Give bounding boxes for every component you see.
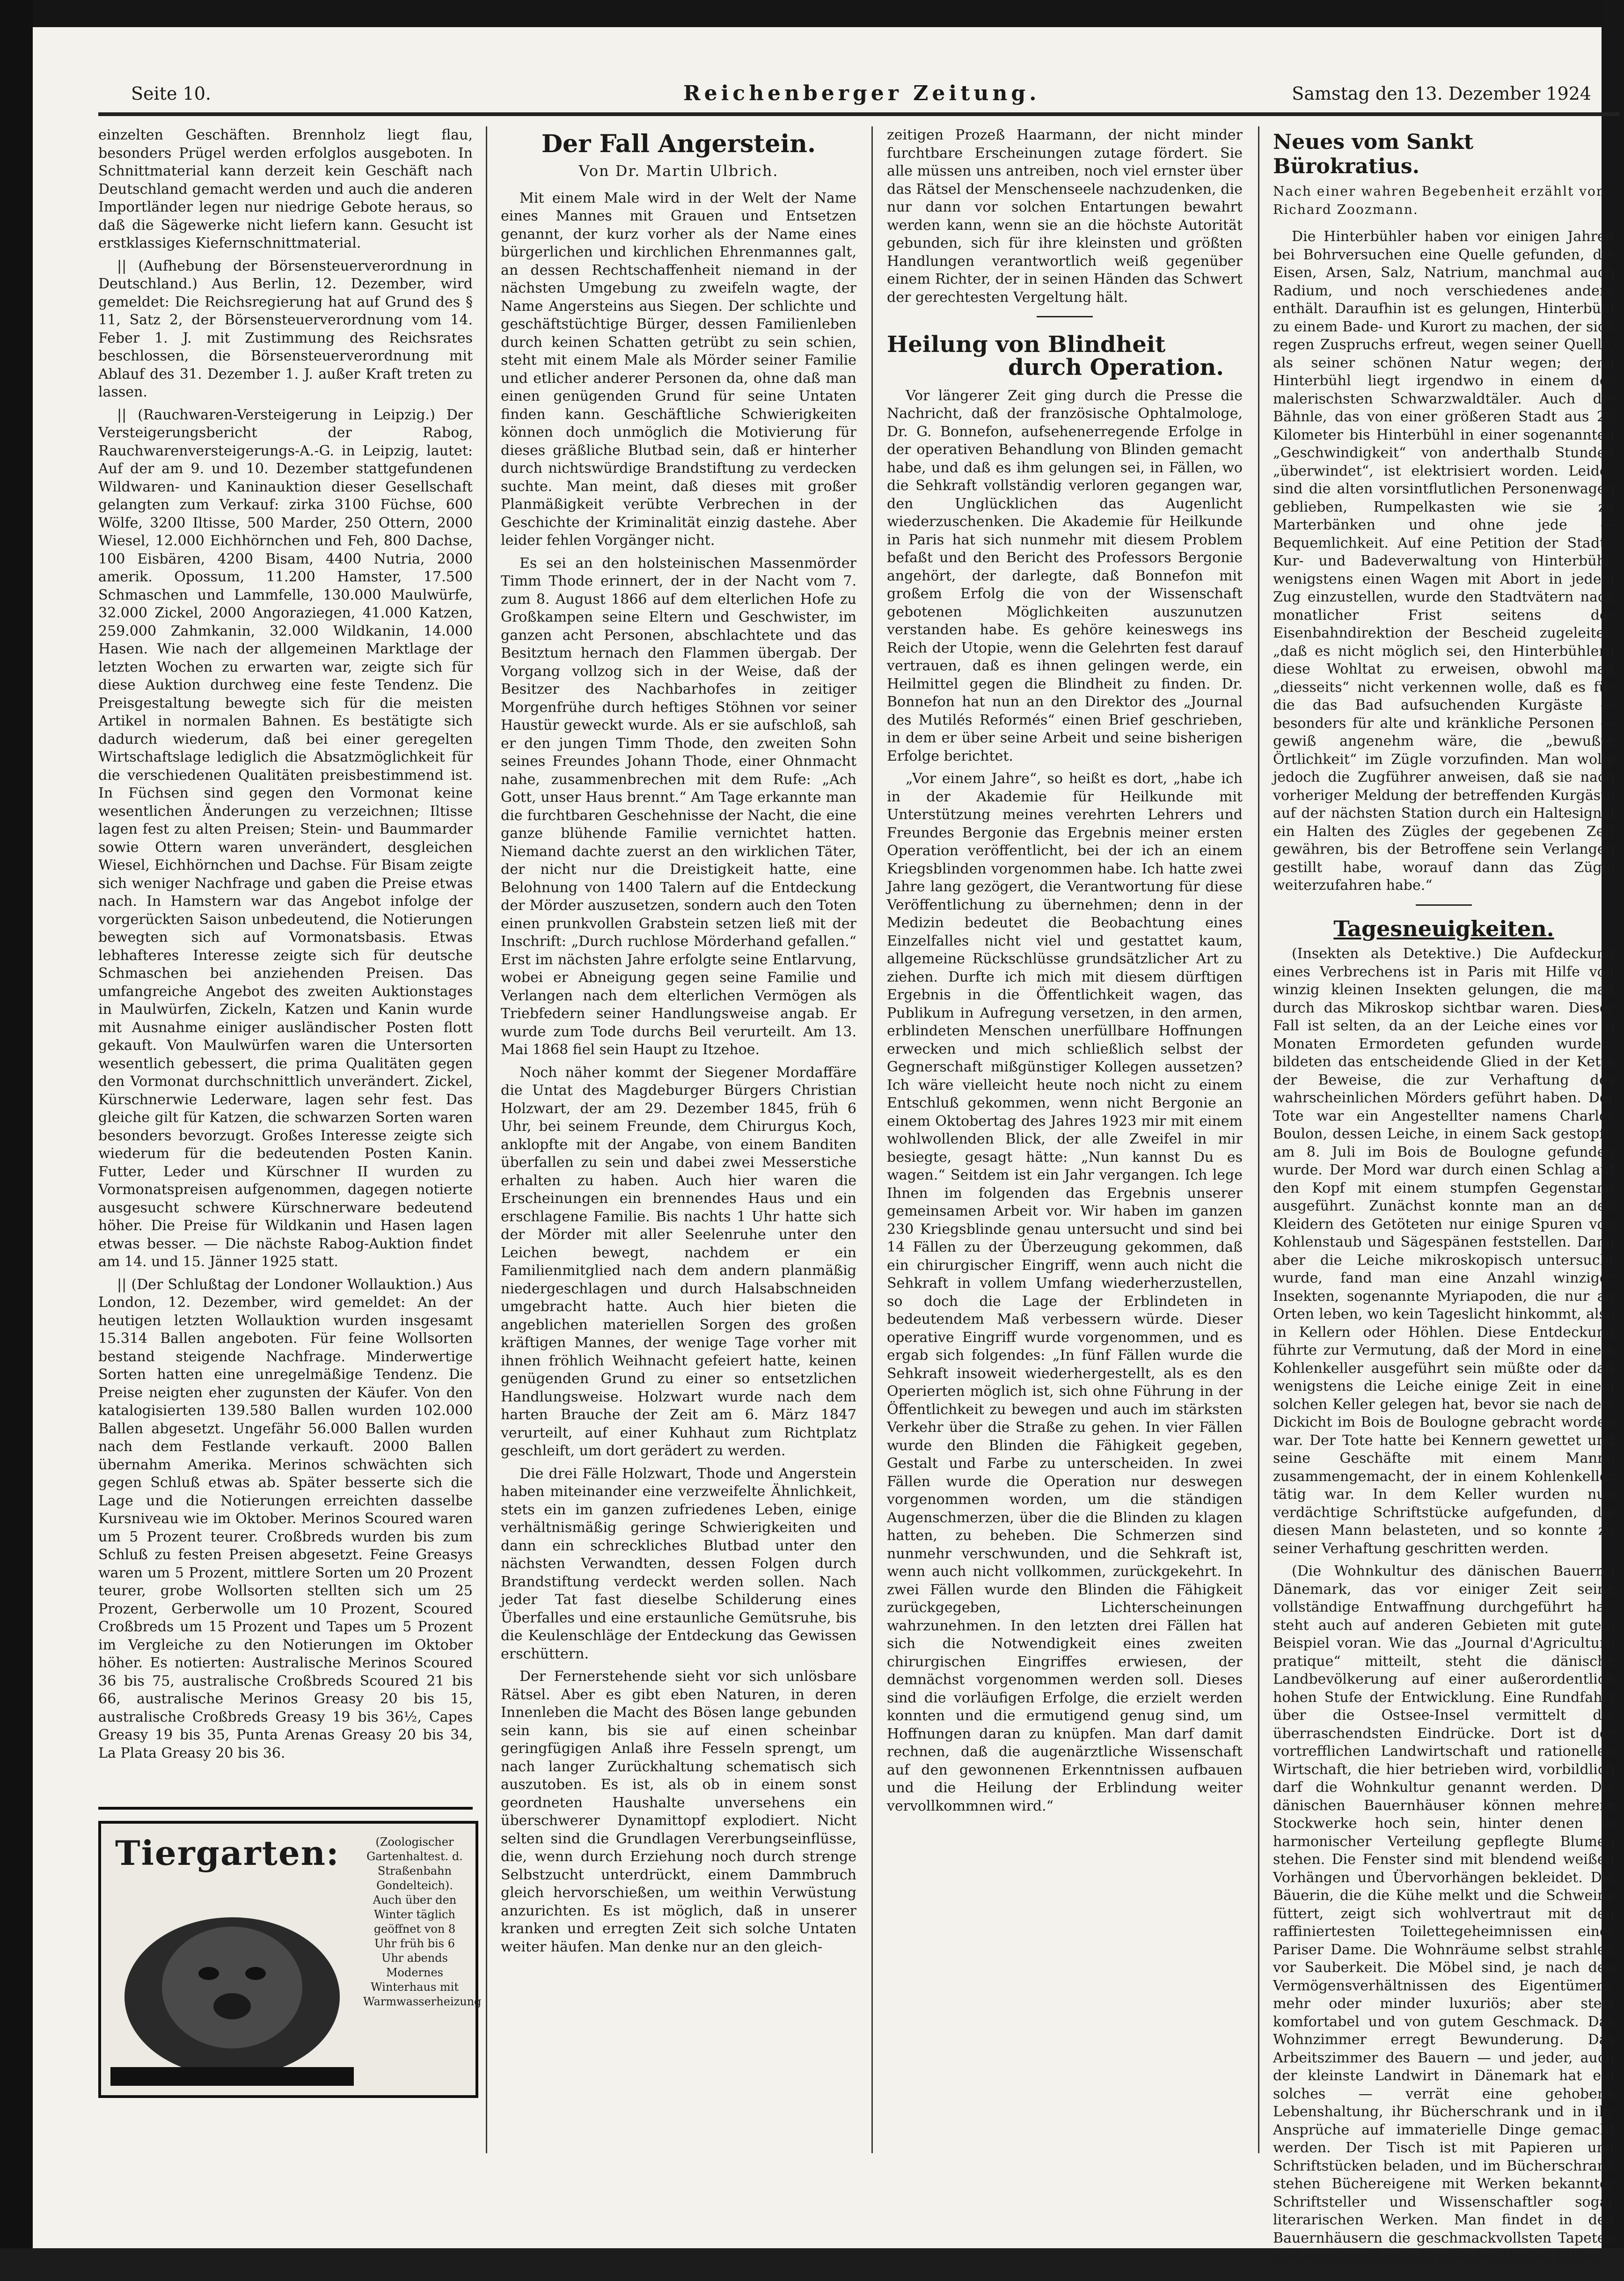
article-paragraph: || (Aufhebung der Börsensteuerverordnung in Deutschland.) Aus Berlin, 12. Dezember, wird gemeldet: Die Reichsregierung hat auf Grund des § 11, Satz 2, der Börsensteuerverordnung vom 14. Feber 1. J. mit Zustimmung des Reichsrates beschlossen, die Börsensteuerverordnung mit Ablauf des 31. Dezember 1. J. außer Kraft treten zu lassen. — [98, 257, 473, 400]
article-paragraph: (Insekten als Detektive.) Die Aufdeckung eines Verbrechens ist in Paris mit Hilfe von winzig kleinen Insekten gelungen, die man durch das Mikroskop sichtbar waren. Dieser Fall ist selten, da an der Leiche eines vor 6 Monaten Ermordeten gefunden wurden, bildeten das entscheidende Glied in der Kette der Beweise, die zur Verhaftung des wahrscheinlichen Mörders geführt haben. Der Tote war ein Angestellter namens Charles Boulon, dessen Leiche, in einem Sack gestopft, am 8. Juli im Bois de Boulogne gefunden wurde. Der Mord war durch einen Schlag auf den Kopf mit einem stumpfen Gegenstand ausgeführt. Zunächst konnte man an den Kleidern des Getöteten nur einige Spuren von Kohlenstaub und Sägespänen feststellen. Dann aber die Leiche mikroskopisch untersucht wurde, fand man eine Anzahl winziger Insekten, sogenannte Myriapoden, die nur an Orten leben, wo kein Tageslicht hinkommt, also in Kellern oder Höhlen. Diese Entdeckung führte zur Vermutung, daß der Mord in einem Kohlenkeller ausgeführt sein müßte oder daß wenigstens die Leiche einige Zeit in einem solchen Keller gelegen hat, bevor sie nach dem Dickicht im Bois de Boulogne gebracht worden war. Der Tote hatte bei Kennern gewettet und seine Geschäfte mit einem Manne zusammengemacht, der in einem Kohlenkeller tätig war. In dem Keller wurden nun verdächtige Schriftstücke aufgefunden, die diesen Mann belasteten, und so konnte zu seiner Verhaftung geschritten werden. — [1273, 946, 1615, 1557]
header-rule — [98, 112, 1619, 116]
column-separator — [1258, 126, 1259, 2153]
scan-border-left — [0, 0, 33, 2281]
column-separator — [871, 126, 873, 2153]
column-separator — [486, 126, 487, 2153]
issue-date: Samstag den 13. Dezember 1924 — [1292, 83, 1591, 104]
page-number: Seite 10. — [131, 83, 211, 104]
section-title: Tagesneuigkeiten. — [1333, 916, 1554, 941]
article-paragraph: „Vor einem Jahre“, so heißt es dort, „habe ich in der Akademie für Heilkunde mit Unterstützung meines verehrten Lehrers und Freundes Bergonie das Ergebnis meiner ersten Operation veröffentlicht, bei der ich an einem Kriegsblinden vorgenommen habe. Ich hatte zwei Jahre lang gezögert, die Verantwortung für diese Veröffentlichung zu übernehmen; denn in der Medizin bedeutet die Beobachtung eines Einzelfalles nicht viel und gestattet kaum, allgemeine Rückschlüsse grundsätzlicher Art zu ziehen. Durfte ich mich mit diesem dürftigen Ergebnis in die Öffentlichkeit wagen, das Publikum in Aufregung versetzen, in den armen, erblindeten Menschen unerfüllbare Hoffnungen erwecken und mich schließlich selbst der Gegnerschaft mißgünstiger Kollegen aussetzen? Ich wäre vielleicht heute noch nicht zu einem Entschluß gekommen, wenn nicht Bergonie an einem Oktobertag des Jahres 1923 mir mit einem wohlwollenden Blick, der alle Zweifel in mir besiegte, gesagt hätte: „Nun kannst Du es wagen.“ Seitdem ist ein Jahr vergangen. Ich lege Ihnen im folgenden das Ergebnis unserer gemeinsamen Arbeit vor. Wir haben im ganzen 230 Kriegsblinde genau untersucht und sind bei 14 Fällen zu der Überzeugung gekommen, daß ein chirurgischer Eingriff, wenn auch nicht die Sehkraft in vollem Umfang wiederherzustellen, so doch die Lage der Erblindeten in bedeutendem Maß verbessern würde. Dieser operative Eingriff wurde vorgenommen, und es ergab sich folgendes: „In fünf Fällen wurde die Sehkraft insoweit wiederhergestellt, als es den Operierten möglich ist, sich ohne Führung in der Öffentlichkeit zu bewegen und auch im stärksten Verkehr über die Straße zu gehen. In vier Fällen wurde den Blinden die Fähigkeit gegeben, Gestalt und Farbe zu unterscheiden. In zwei Fällen wurde die Operation nur deswegen vorgenommen worden, um die ständigen Augenschmerzen, über die die Blinden zu klagen hatten, zu beheben. Die Schmerzen sind nunmehr verschwunden, und die Sehkraft ist, wenn auch nicht vollkommen, zurückgekehrt. In zwei Fällen wurde den Blinden die Fähigkeit zurückgegeben, Lichterscheinungen wahrzunehmen. In den letzten drei Fällen hat sich die Notwendigkeit eines zweiten chirurgischen Eingriffes erwiesen, der demnächst vorgenommen werden soll. Dieses sind die vorläufigen Erfolge, die erzielt werden konnten und die ermutigend genug sind, um Hoffnungen daran zu knüpfen. Man darf damit rechnen, daß die augenärztliche Wissenschaft auf den gewonnenen Erkenntnissen aufbauen und die Heilung der Erblindung weiter vervollkommnen wird.“ — [887, 770, 1243, 1814]
lion-illustration — [110, 1880, 354, 2086]
article-paragraph: zeitigen Prozeß Haarmann, der nicht minder furchtbare Erscheinungen zutage fördert. Sie alle müssen uns antreiben, noch viel ernster über das Rätsel der Menschenseele nachzudenken, die nur dann vor solchen Entartungen bewahrt werden kann, wenn sie an die höchste Autorität gebunden, sich für ihre kleinsten und größten Handlungen verantwortlich weiß gegenüber einem Richter, der in seinen Händen das Schwert der gerechtesten Vergeltung hält. — [887, 127, 1243, 306]
article-author: Von Dr. Martin Ulbrich. — [578, 162, 779, 180]
article-subtitle: Nach einer wahren Begebenheit erzählt von Richard Zoozmann. — [1273, 183, 1606, 217]
article-divider — [1037, 316, 1093, 317]
article-title-line2: durch Operation. — [1008, 354, 1224, 381]
ad-text: (Zoologischer Gartenhaltest. d. Straßenbahn Gondelteich). Auch über den Winter täglich geöffnet von 8 Uhr früh bis 6 Uhr abends Modernes Winterhaus mit Warmwasserheizung — [363, 1835, 482, 2008]
article-paragraph: Noch näher kommt der Siegener Mordaffäre die Untat des Magdeburger Bürgers Christian Holzwart, der am 29. Dezember 1845, früh 6 Uhr, bei seinem Freunde, dem Chirurgus Koch, anklopfte mit der Angabe, von einem Banditen überfallen zu sein und dabei zwei Messerstiche erhalten zu haben. Auch hier waren die Erscheinungen ein brennendes Haus und ein erschlagene Familie. Bis nachts 1 Uhr hatte sich der Mörder mit aller Seelenruhe unter den Leichen bewegt, nachdem er ein Familienmitglied nach dem andern planmäßig niedergeschlagen und durch Halsabschneiden umgebracht hatte. Auch hier bieten die angeblichen materiellen Sorgen des großen kräftigen Mannes, der wenige Tage vorher mit ihnen fröhlich Weihnacht gefeiert hatte, keinen genügenden Grund zu einer so entsetzlichen Handlungsweise. Holzwart wurde nach dem harten Brauche der Zeit am 6. März 1847 verurteilt, auf einer Kuhhaut zum Richtplatz geschleift, um dort gerädert zu werden. — [501, 1064, 856, 1459]
column-angerstein — [501, 126, 856, 2153]
ad-title: Tiergarten: — [115, 1833, 340, 1873]
page-header — [131, 75, 1591, 112]
article-paragraph: Die drei Fälle Holzwart, Thode und Angerstein haben miteinander eine verzweifelte Ähnlichkeit, stets ein im ganzen zufriedenes Leben, einige verhältnismäßig geringe Schwierigkeiten und dann ein schreckliches Blutbad unter den nächsten Verwandten, dessen Folgen durch Brandstiftung verdeckt werden sollen. Nach jeder Tat fast dieselbe Schilderung eines Überfalles und eine erstaunliche Gemütsruhe, bis die Keulenschläge der Entdeckung das Gewissen erschüttern. — [501, 1465, 856, 1662]
scan-border-top — [0, 0, 1624, 27]
tiergarten-advertisement — [98, 1821, 482, 2098]
article-paragraph: Der Fernerstehende sieht vor sich unlösbare Rätsel. Aber es gibt eben Naturen, in deren Innenleben die Macht des Bösen lange gebunden sein kann, bis sie auf einen scheinbar geringfügigen Anlaß ihre Fesseln sprengt, um nach langer Zurückhaltung schematisch sich auszutoben. Es ist, als ob in einem sonst geordneten Haushalte unversehens ein überschwerer Dynamittopf explodiert. Nicht selten sind die Grundlagen Vererbungseinflüsse, die, wenn durch Erziehung noch durch strenge Selbstzucht unterdrückt, einem Dammbruch gleich hervorschießen, um weithin Verwüstung anzurichten. Es ist möglich, daß in unserer kranken und erregten Zeit sich solche Untaten weiter häufen. Man denke nur an den gleich- — [501, 1668, 856, 1955]
article-paragraph: einzelten Geschäften. Brennholz liegt flau, besonders Prügel werden erfolglos ausgeboten. In Schnittmaterial kann derzeit kein Geschäft nach Deutschland gemacht werden und auch die anderen Importländer legen nur niedrige Gebote heraus, so daß die Sägewerke nicht liefern kann. Gesucht ist erstklassiges Kiefernschnittmaterial. — [98, 127, 473, 251]
article-paragraph: Die Hinterbühler haben vor einigen Jahren bei Bohrversuchen eine Quelle gefunden, die Eisen, Arsen, Salz, Natrium, manchmal auch Radium, und noch verschiedenes andere enthält. Daraufhin ist es gelungen, Hinterbühl zu einem Bade- und Kurort zu machen, der sich regen Zuspruchs erfreut, wegen seiner Quelle, als seiner schönen Natur wegen; denn Hinterbühl liegt irgendwo in einem der malerischsten Schwarzwaldtäler. Auch die Bähnle, das von einer größeren Stadt aus 20 Kilometer bis Hinterbühl in einer sogenannten „Geschwindigkeit“ von anderthalb Stunden „überwindet“, ist elektrisiert worden. Leider sind die alten vorsintflutlichen Personenwagen geblieben, Rumpelkasten wie sie zu Marterbänken und ohne jede — Bequemlichkeit. Auf eine Petition der Stadt-, Kur- und Badeverwaltung von Hinterbühl, wenigstens einen Wagen mit Abort in jedem Zug einzustellen, wurde den Stadtvätern nach monatlicher Frist seitens der Eisenbahndirektion der Bescheid zugeleitet, „daß es nicht möglich sei, den Hinterbühlern diese Wohltat zu erweisen, obwohl man „diesseits“ nicht verkennen wolle, daß es für die das Bad aufsuchenden Kurgäste — besonders für alte und kränkliche Personen — gewiß angenehm wäre, die „bewußte Örtlichkeit“ im Zügle vorzufinden. Man wolle jedoch die Zugführer anweisen, daß sie nach vorheriger Meldung der betreffenden Kurgäste auf der nächsten Station durch ein Haltesignal ein Halten des Zügles der gegebenen Zeit gewähren, bis der Betroffene sein Verlangen gestillt habe, worauf dann das Zügle weiterzufahren habe.“ — [1273, 228, 1615, 894]
article-paragraph: Mit einem Male wird in der Welt der Name eines Mannes mit Grauen und Entsetzen genannt, der kurz vorher als der Name eines bürgerlichen und kirchlichen Ehrenmannes galt, an dessen Rechtschaffenheit niemand in der nächsten Umgebung zu zweifeln wagte, der Name Angersteins aus Siegen. Der schlichte und geschäftstüchtige Bürger, dessen Familienleben durch keinen Schatten getrübt zu sein schien, steht mit einem Male als Mörder seiner Familie und etlicher anderer Personen da, ohne daß man einen genügenden Grund für seine Untaten finden kann. Geschäftliche Schwierigkeiten können doch unmöglich die Motivierung für dieses gräßliche Blutbad sein, daß er hinterher durch nichtswürdige Brandstiftung zu verdecken suchte. Man meint, daß dieses mit großer Planmäßigkeit verübte Verbrechen in der Geschichte der Kriminalität einzig dastehe. Aber leider fehlen Vorgänger nicht. — [501, 190, 856, 549]
article-title: Neues vom Sankt Bürokratius. — [1273, 130, 1474, 178]
article-title: Der Fall Angerstein. — [541, 130, 816, 158]
column-news — [1273, 126, 1615, 2264]
column-economy — [98, 126, 473, 1797]
newspaper-title: Reichenberger Zeitung. — [683, 81, 1040, 105]
ad-rule — [98, 1807, 473, 1810]
article-paragraph: (Die Wohnkultur des dänischen Bauern.) Dänemark, das vor einiger Zeit seine vollständige Entwaffnung durchgeführt hat, steht auch auf anderen Gebieten mit gutem Beispiel voran. Wie das „Journal d'Agriculture pratique“ mitteilt, steht die dänische Landbevölkerung auf einer außerordentlich hohen Stufe der Entwicklung. Eine Rundfahrt über die Ostsee-Insel vermittelt die überraschendsten Eindrücke. Dort ist der vortrefflichen Landwirtschaft und rationellen Wirtschaft, die hier betrieben wird, vorbildlich darf die Wohnkultur genannt werden. Die dänischen Bauernhäuser können mehrere Stockwerke hoch sein, hinter denen in harmonischer Verteilung gepflegte Blumen stehen. Die Fenster sind mit blendend weißen Vorhängen und Übervorhängen bekleidet. Die Bäuerin, die die Kühe melkt und die Schweine füttert, zeigt sich wohlvertraut mit den raffiniertesten Toilettegeheimnissen einer Pariser Dame. Die Wohnräume selbst strahlen vor Sauberkeit. Die Möbel sind, je nach den Vermögensverhältnissen des Eigentümers, mehr oder minder luxuriös; aber stets komfortabel und von gutem Geschmack. Das Wohnzimmer erregt Bewunderung. Das Arbeitszimmer des Bauern — und jeder, auch der kleinste Landwirt in Dänemark hat ein solches — verrät eine gehobene Lebenshaltung, ihr Bücherschrank und in ihr Ansprüche auf immaterielle Dinge gemacht werden. Der Tisch ist mit Papieren und Schriftstücken beladen, und im Bücherschrank stehen Büchereigene mit Werken bekannter Schriftsteller und Wissenschaftler sogar literarischen Werken. Man findet in den Bauernhäusern die geschmackvollsten Tapeten und ausgezeichnete Drucke berühmter Bilder. — [1273, 1563, 1615, 2264]
article-paragraph: || (Rauchwaren-Versteigerung in Leipzig.) Der Versteigerungsbericht der Rabog, Rauchwarenversteigerungs-A.-G. in Leipzig, lautet: Auf der am 9. und 10. Dezember stattgefundenen Wildwaren- und Kaninauktion dieser Gesellschaft gelangten zum Verkauf: zirka 3100 Füchse, 600 Wölfe, 3200 Iltisse, 500 Marder, 250 Ottern, 2000 Wiesel, 12.000 Eichhörnchen und Feh, 800 Dachse, 100 Eisbären, 4200 Bisam, 4400 Nutria, 2000 amerik. Opossum, 11.200 Hamster, 17.500 Schmaschen und Lammfelle, 130.000 Maulwürfe, 32.000 Zickel, 2000 Angoraziegen, 41.000 Katzen, 259.000 Zahmkanin, 32.000 Wildkanin, 14.000 Hasen. Wie nach der allgemeinen Marktlage der letzten Wochen zu erwarten war, zeigte sich für diese Auktion durchweg eine feste Tendenz. Die Preisgestaltung bewegte sich für die meisten Artikel in normalen Bahnen. Es bestätigte sich dadurch wiederum, daß bei einer geregelten Wirtschaftslage lediglich die Absatzmöglichkeit für die verschiedenen Qualitäten preisbestimmend ist. In Füchsen sind gegen den Vormonat keine wesentlichen Änderungen zu verzeichnen; Iltisse lagen fest zu alten Preisen; Stein- und Baummarder sowie Ottern waren unverändert, desgleichen Wiesel, Eichhörnchen und Dachse. Für Bisam zeigte sich weniger Nachfrage und gaben die Preise etwas nach. In Hamstern war das Angebot infolge der vorgerückten Saison unbedeutend, die Notierungen bewegten sich auf Vormonatsbasis. Etwas lebhafteres Interesse zeigte sich für deutsche Schmaschen bei anziehenden Preisen. Das umfangreiche Angebot des zweiten Auktionstages in Maulwürfen, Zickeln, Katzen und Kanin wurde mit Ausnahme einiger ausländischer Posten flott gekauft. Von Maulwürfen waren die Untersorten wesentlich gebessert, die prima Qualitäten gegen den Vormonat durchschnittlich unverändert. Zickel, Kürschnerwie Lederware, lagen sehr fest. Das gleiche gilt für Katzen, die schwarzen Sorten waren besonders bevorzugt. Großes Interesse zeigte sich wiederum für die bedeutenden Posten Kanin. Futter, Leder und Kürschner II wurden zu Vormonatspreisen aufgenommen, dagegen notierte ausgesucht schwere Kürschnerware bedeutend höher. Die Preise für Wildkanin und Hasen lagen etwas besser. — Die nächste Rabog-Auktion findet am 14. und 15. Jänner 1925 statt. — [98, 406, 473, 1270]
article-paragraph: || (Der Schlußtag der Londoner Wollauktion.) Aus London, 12. Dezember, wird gemeldet: An der heutigen letzten Wollauktion wurden insgesamt 15.314 Ballen angeboten. Für feine Wollsorten bestand steigende Nachfrage. Minderwertige Sorten hatten eine unregelmäßige Tendenz. Die Preise neigten eher zugunsten der Käufer. Von den katalogisierten 139.580 Ballen wurden 102.000 Ballen abgesetzt. Ungefähr 56.000 Ballen wurden nach dem Festlande verkauft. 2000 Ballen übernahm Amerika. Merinos schwächten sich gegen Schluß etwas ab. Später besserte sich die Lage und die Notierungen erreichten dasselbe Kursniveau wie im Oktober. Merinos Scoured waren um 5 Prozent teurer. Croßbreds wurden bis zum Schluß zu festen Preisen abgesetzt. Feine Greasys waren um 5 Prozent, mittlere Sorten um 20 Prozent teurer, grobe Wollsorten stellten sich um 25 Prozent, Gerberwolle um 10 Prozent, Scoured Croßbreds um 15 Prozent und Tapes um 5 Prozent im Vergleiche zu den Notierungen im Oktober höher. Es notierten: Australische Merinos Scoured 36 bis 75, australische Croßbreds Scoured 21 bis 66, australische Merinos Greasy 20 bis 15, australische Croßbreds Greasy 19 bis 36½, Capes Greasy 19 bis 35, Punta Arenas Greasy 20 bis 34, La Plata Greasy 20 bis 36. — [98, 1276, 473, 1761]
article-paragraph: Es sei an den holsteinischen Massenmörder Timm Thode erinnert, der in der Nacht vom 7. zum 8. August 1866 auf dem elterlichen Hofe zu Großkampen seine Eltern und Geschwister, im ganzen acht Personen, abschlachtete und das Besitztum hernach den Flammen übergab. Der Vorgang vollzog sich in der Weise, daß der Besitzer des Nachbarhofes in zeitiger Morgenfrühe durch heftiges Stöhnen vor seiner Haustür geweckt wurde. Als er sie aufschloß, sah er den jungen Timm Thode, den zweiten Sohn seines Freundes Johann Thode, einer Ohnmacht nahe, zusammenbrechen mit dem Rufe: „Ach Gott, unser Haus brennt.“ Am Tage erkannte man die furchtbaren Geschehnisse der Nacht, die eine ganze blühende Familie vernichtet hatten. Niemand dachte zuerst an den wirklichen Täter, der nicht nur die Dreistigkeit hatte, eine Belohnung von 1400 Talern auf die Entdeckung der Mörder auszusetzen, sondern auch den Toten einen prunkvollen Grabstein setzen ließ mit der Inschrift: „Durch ruchlose Mörderhand gefallen.“ Erst im nächsten Jahre erfolgte seine Entlarvung, wobei er Abneigung gegen seine Familie und Verlangen nach dem elterlichen Vermögen als Triebfedern seiner Handlungsweise angab. Er wurde zum Tode durchs Beil verurteilt. Am 13. Mai 1868 fiel sein Haupt zu Itzehoe. — [501, 555, 856, 1058]
column-blindness — [887, 126, 1243, 2153]
article-paragraph: Vor längerer Zeit ging durch die Presse die Nachricht, daß der französische Ophtalmologe, Dr. G. Bonnefon, aufsehenerregende Erfolge in der operativen Behandlung von Blinden gemacht habe, und daß es ihm gelungen sei, in Fällen, wo die Sehkraft vollständig verloren gegangen war, den Unglücklichen das Augenlicht wiederzuschenken. Die Akademie für Heilkunde in Paris hat sich nunmehr mit diesem Problem befaßt und den Bericht des Professors Bergonie angehört, der darlegte, daß Bonnefon mit großem Erfolg die von der Wissenschaft gebotenen Möglichkeiten auszunutzen verstanden habe. Es gehöre keineswegs ins Reich der Utopie, wenn die Gelehrten fest darauf vertrauen, daß es ihnen gelingen werde, ein Heilmittel gegen die Blindheit zu finden. Dr. Bonnefon hat nun an den Direktor des „Journal des Mutilés Reformés“ einen Brief geschrieben, in dem er über seine Arbeit und seine bisherigen Erfolge berichtet. — [887, 387, 1243, 764]
article-divider — [1416, 904, 1472, 906]
article-title: Heilung von Blindheit — [887, 331, 1166, 358]
